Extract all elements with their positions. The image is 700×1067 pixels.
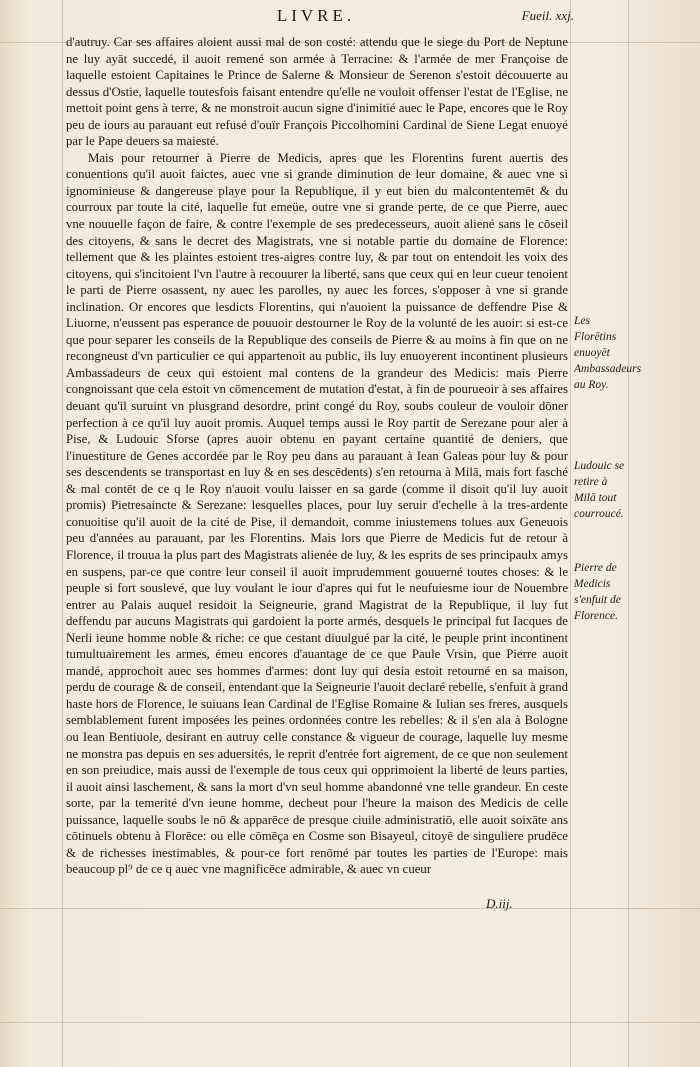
margin-note-pierre: Pierre de Medicis s'enfuit de Florence. (574, 562, 621, 622)
margin-note-ludovic: Ludouic se retire à Milā tout courroucé. (574, 460, 625, 520)
frame-rule-margin-right (628, 0, 629, 1067)
paragraph-continuation: d'autruy. Car ses affaires aloient aussi mal de son costé: attendu que le siege du Port de Neptune ne luy ayāt succedé, il auoit remené son armée à Terracine: & l'armée de mer Françoise de laquelle estoient Capitaines le Prince de Salerne & Monsieur de Serenon s'estoit découuerte au dessus d'Ostie, laquelle toutesfois faisant entendre qu'elle ne vouloit offenser l'estat de l'Eglise, ne mettoit point gens à terre, & ne monstroit aucun signe d'inimitié auec le Pape, encores que le Roy peu de iours au parauant eut refusé d'ouïr François Piccolhomini Cardinal de Siene Legat enuoyé par le Pape deuers sa maiesté. (66, 35, 568, 149)
frame-rule-bottom (0, 908, 700, 909)
margin-note-ambassadors: Les Florētins enuoyēt Ambassadeurs au Roy. (574, 315, 642, 391)
running-head: LIVRE. (276, 6, 356, 25)
page-header (62, 6, 574, 30)
folio-number: Fueil. xxj. (521, 8, 574, 23)
signature-mark: D.iij. (486, 896, 513, 911)
main-text-block (66, 34, 568, 878)
frame-rule-left (62, 0, 63, 1067)
frame-rule-footer (0, 1022, 700, 1023)
frame-rule-text-right (570, 0, 571, 1067)
paragraph-medicis: Mais pour retourner à Pierre de Medicis, apres que les Florentins furent auertis des conuentions qu'il auoit faictes, auec vne si grande diminution de leur domaine, & auec vne si ignominieuse & dangereuse playe pour la Republique, il y eut bien du malcontentemēt & du courroux par toute la cité, laquelle fut emeüe, outre vne si grande perte, de ce que Pierre, auec vne nouuelle façon de faire, & contre l'exemple de ses predecesseurs, auoit aliené sans le cōseil des citoyens, & sans le decret des Magistrats, vne si notable partie du domaine de Florence: tellement que & les plaintes estoient tres-aigres contre luy, & par tout on entendoit les voix des citoyens, qui s'incitoient l'vn l'autre à recouurer la liberté, sans que ceux qui en leur cueur tenoient le parti de Pierre osassent, ny auec les parolles, ny auec les forces, s'opposer à vne si grande inclination. Or encores que lesdicts Florentins, qui n'auoient la puissance de deffendre Pise & Liuorne, n'eussent pas esperance de pouuoir destourner le Roy de la volunté de les auoir: si est-ce que pour separer les conseils de la Republique des conseils de Pierre & au moins à fin que on ne recongneust d'vn particulier ce qui appartenoit au public, ils luy enuoyerent incontinent plusieurs Ambassadeurs de ceux qui estoient mal contens de la grandeur des Medicis: mais Pierre congnoissant que cela estoit vn cōmencement de mutation d'estat, à fin de pourueoir à ses affaires deuant qu'il suruint vn plusgrand desordre, print congé du Roy, soubs couleur de vouloir dōner perfection à ce qu'il luy auoit promis. Auquel temps aussi le Roy partit de Serezane pour aler à Pise, & Ludouic Sforse (apres auoir obtenu en payant certaine quantité de deniers, que l'inuestiture de Genes accordée par le Roy peu dans au parauant à Iean Galeas pour luy & pour ses descendents se transportast en luy & en ses descēdents) s'en retourna à Milā, mais fort fasché & mal contēt de ce q le Roy n'auoit voulu laisser en sa garde (comme il disoit qu'il luy auoit promis) Pietresaincte & Serezane: lesquelles places, pour luy seruir d'echelle à la tres-ardente conuoitise qu'il auoit de la cité de Pise, il demandoit, comme iniustemens tolues aux Geneuois peu d'années au parauant, par les Florentins. Mais lors que Pierre de Medicis fut de retour à Florence, il trouua la plus part des Magistrats alienée de luy, & les esprits de ses principaulx amys en suspens, par-ce que contre leur conseil il auoit imprudemment gouuerné toutes choses: & le peuple si fort souslevé, que luy voulant le iour d'apres qui fut le neufuiesme iour de Nouembre entrer au Palais auquel residoit la Seigneurie, grand Magistrat de la Republique, il luy fut deffendu par aucuns Magistrats qui gardoient la porte armés, desquels le principal fut Iacques de Nerli ieune homme noble & riche: ce que cestant diuulgué par la cité, le peuple print incontinent tumultuairement les armes, émeu encores d'auantage de ce que Paule Vrsin, que Pierre auoit mandé, approchoit auec ses hommes d'armes: dont luy qui desia estoit retourné en sa maison, perdu de courage & de conseil, entendant que la Seigneurie l'auoit declaré rebelle, s'enfuit à grand haste hors de Florence, le suiuans Iean Cardinal de l'Eglise Romaine & Iulian ses freres, ausquels semblablement furent imposées les peines ordonnées contre les rebelles: & il s'en ala à Bologne ou Iean Bentiuole, desirant en autruy celle constance & vigueur de courage, laquelle luy mesme ne monstra pas depuis en ses aduersités, le reprit d'entrée fort aigrement, de ce que non seulement en son preiudice, mais aussi de l'exemple de tous ceux qui opprimoient la liberté de leurs parties, il auoit ainsi laschement, & sans la mort d'vn seul homme abandonné vne telle grandeur. En ceste sorte, par la temerité d'vn ieune homme, decheut pour l'heure la maison des Medicis de celle puissance, laquelle soubs le nō & apparēce de presque ciuile administratiō, elle auoit soixāte ans cōtinuels obtenu à Florēce: ou elle cōmēça en Cosme son Bisayeul, citoyē de singuliere prudēce & de richesses inestimables, & pour-ce fort renōmé par toutes les parties de l'Europe: mais beaucoup pl⁹ de ce q auec vne magnificēce admirable, & auec vn cueur (66, 150, 568, 877)
